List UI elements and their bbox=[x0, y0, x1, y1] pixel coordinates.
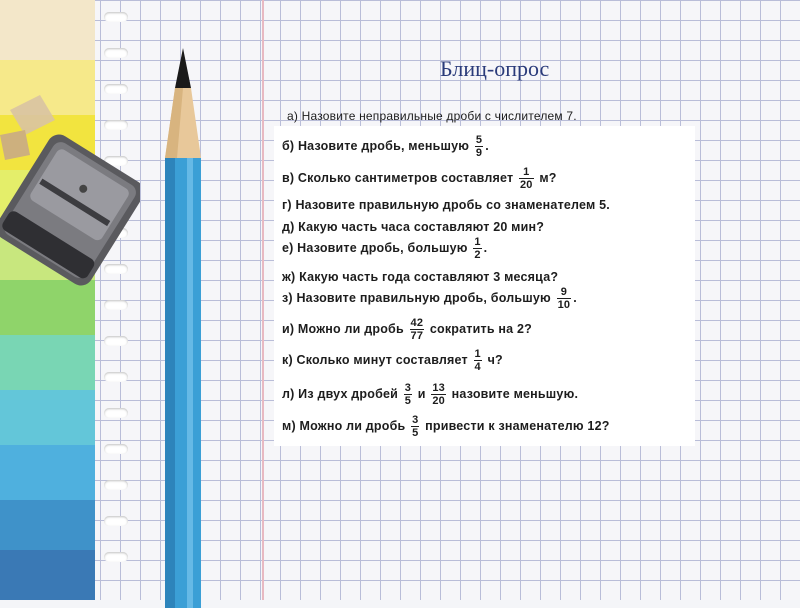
question-v bbox=[282, 166, 557, 191]
binder-hole bbox=[104, 408, 128, 418]
fraction-numerator: 3 bbox=[412, 414, 419, 426]
paper-margin-line bbox=[262, 0, 264, 600]
fraction bbox=[431, 382, 446, 407]
fraction-denominator: 77 bbox=[410, 330, 424, 342]
fraction bbox=[519, 166, 534, 191]
questions-card bbox=[274, 126, 695, 446]
question-b-end: . bbox=[485, 138, 489, 153]
fraction-denominator: 10 bbox=[557, 299, 571, 311]
fraction bbox=[557, 286, 572, 311]
question-e-end: . bbox=[483, 240, 488, 255]
question-k-end: ч? bbox=[487, 352, 503, 367]
fraction-denominator: 20 bbox=[432, 395, 445, 407]
question-m bbox=[282, 414, 610, 439]
question-v-end: м? bbox=[539, 170, 557, 185]
fraction bbox=[474, 348, 482, 373]
question-z-end: . bbox=[573, 290, 577, 305]
fraction bbox=[475, 134, 483, 159]
question-l-mid: и bbox=[417, 386, 426, 401]
stripe-1 bbox=[0, 0, 95, 60]
fraction-numerator: 5 bbox=[475, 134, 483, 146]
binder-hole bbox=[104, 372, 128, 382]
fraction bbox=[404, 382, 412, 407]
question-k-text: к) Сколько минут составляет bbox=[282, 352, 468, 367]
fraction-denominator: 9 bbox=[475, 147, 483, 159]
question-m-text: м) Можно ли дробь bbox=[282, 418, 406, 433]
fraction-numerator: 3 bbox=[404, 382, 412, 394]
pencil-illustration bbox=[153, 48, 213, 608]
stripe-9 bbox=[0, 445, 95, 500]
question-i bbox=[282, 317, 532, 342]
fraction-denominator: 20 bbox=[519, 179, 533, 191]
stripe-11 bbox=[0, 550, 95, 600]
fraction-numerator: 9 bbox=[560, 286, 568, 298]
question-m-end: привести к знаменателю 12? bbox=[425, 418, 610, 433]
question-b bbox=[282, 134, 489, 159]
binder-hole bbox=[104, 444, 128, 454]
pencil-sharpener-illustration bbox=[0, 90, 140, 330]
question-i-text: и) Можно ли дробь bbox=[282, 321, 404, 336]
fraction-numerator: 13 bbox=[432, 382, 445, 394]
binder-hole bbox=[104, 552, 128, 562]
binder-hole bbox=[104, 516, 128, 526]
question-l-text: л) Из двух дробей bbox=[282, 386, 399, 401]
fraction-numerator: 42 bbox=[410, 317, 424, 329]
fraction-denominator: 5 bbox=[404, 395, 412, 407]
question-g: г) Назовите правильную дробь со знаменателем 5. bbox=[282, 198, 610, 212]
stripe-8 bbox=[0, 390, 95, 445]
question-zh: ж) Какую часть года составляют 3 месяца? bbox=[282, 270, 559, 284]
binder-hole bbox=[104, 480, 128, 490]
question-e-text: е) Назовите дробь, большую bbox=[282, 240, 468, 255]
slide-title: Блиц-опрос bbox=[440, 56, 550, 81]
fraction-numerator: 1 bbox=[474, 236, 481, 248]
question-v-text: в) Сколько сантиметров составляет bbox=[282, 170, 514, 185]
stripe-7 bbox=[0, 335, 95, 390]
question-k bbox=[282, 348, 503, 373]
fraction bbox=[410, 317, 425, 342]
question-l-end: назовите меньшую. bbox=[451, 386, 579, 401]
fraction-denominator: 4 bbox=[474, 361, 481, 373]
fraction-numerator: 1 bbox=[523, 166, 530, 178]
question-b-text: б) Назовите дробь, меньшую bbox=[282, 138, 470, 153]
fraction bbox=[473, 236, 481, 261]
question-e bbox=[282, 236, 487, 261]
question-i-end: сократить на 2? bbox=[429, 321, 532, 336]
question-z bbox=[282, 286, 577, 311]
stripe-10 bbox=[0, 500, 95, 550]
fraction bbox=[411, 414, 419, 439]
question-d: д) Какую часть часа составляют 20 мин? bbox=[282, 220, 545, 234]
fraction-denominator: 2 bbox=[474, 249, 481, 261]
fraction-numerator: 1 bbox=[474, 348, 481, 360]
binder-hole bbox=[104, 48, 128, 58]
question-z-text: з) Назовите правильную дробь, большую bbox=[282, 290, 551, 305]
fraction-denominator: 5 bbox=[412, 427, 419, 439]
question-l bbox=[282, 382, 578, 407]
question-a: а) Назовите неправильные дроби с числителем 7. bbox=[287, 109, 577, 123]
binder-hole bbox=[104, 336, 128, 346]
binder-hole bbox=[104, 12, 128, 22]
